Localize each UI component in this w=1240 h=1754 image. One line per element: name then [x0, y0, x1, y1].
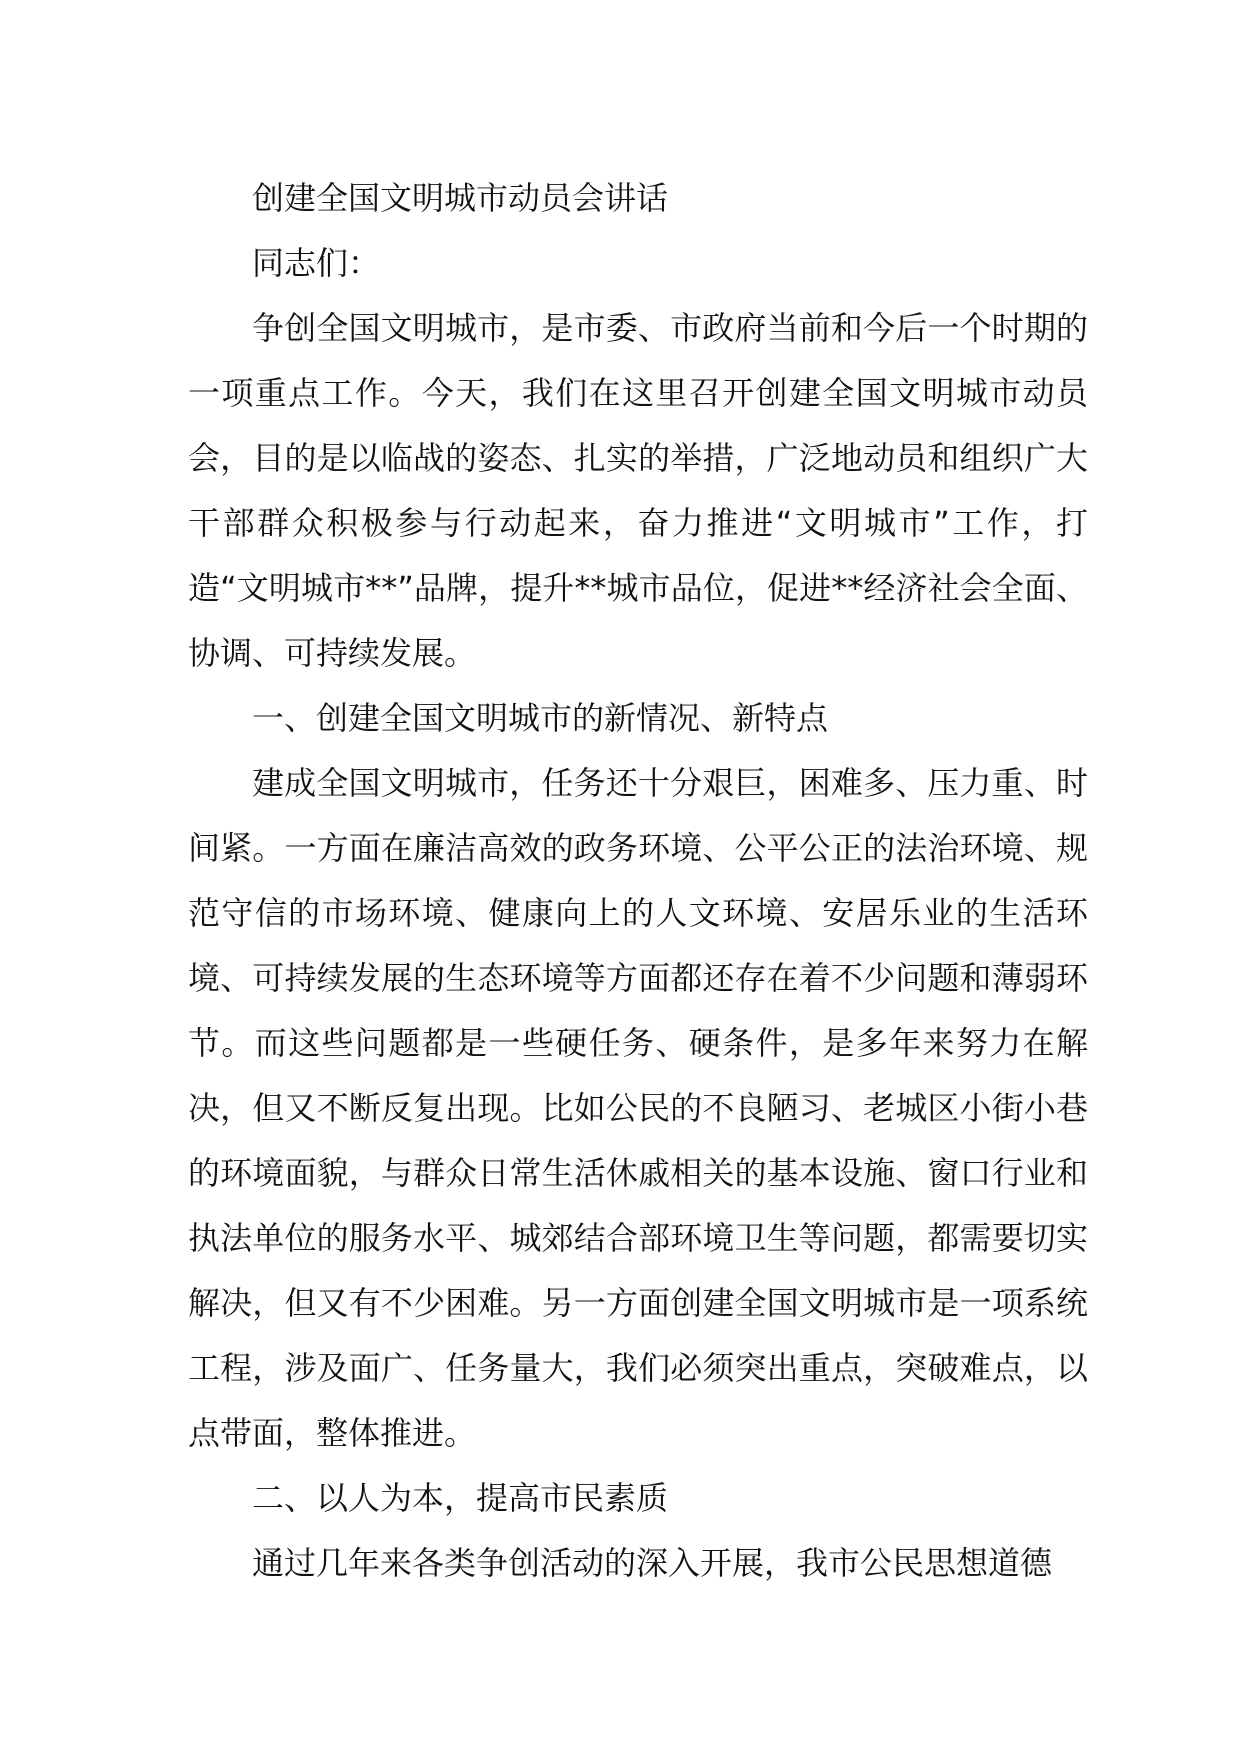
- paragraph-intro: 争创全国文明城市，是市委、市政府当前和今后一个时期的一项重点工作。今天，我们在这里召开创建全国文明城市动员会，目的是以临战的姿态、扎实的举措，广泛地动员和组织广大干部群众积极参与行动起来，奋力推进“文明城市”工作，打造“文明城市**”品牌，提升**城市品位，促进**经济社会全面、协调、可持续发展。: [188, 309, 1088, 672]
- salutation: 同志们：: [252, 244, 381, 282]
- document-title: 创建全国文明城市动员会讲话: [252, 179, 669, 217]
- paragraph-section-2: 通过几年来各类争创活动的深入开展，我市公民思想道德: [252, 1544, 1053, 1582]
- section-heading-1: 一、创建全国文明城市的新情况、新特点: [252, 699, 829, 737]
- document-body: [188, 166, 1088, 1596]
- section-heading-2: 二、以人为本，提高市民素质: [252, 1479, 669, 1517]
- paragraph-section-1: 建成全国文明城市，任务还十分艰巨，困难多、压力重、时间紧。一方面在廉洁高效的政务环境、公平公正的法治环境、规范守信的市场环境、健康向上的人文环境、安居乐业的生活环境、可持续发展的生态环境等方面都还存在着不少问题和薄弱环节。而这些问题都是一些硬任务、硬条件，是多年来努力在解决，但又不断反复出现。比如公民的不良陋习、老城区小街小巷的环境面貌，与群众日常生活休戚相关的基本设施、窗口行业和执法单位的服务水平、城郊结合部环境卫生等问题，都需要切实解决，但又有不少困难。另一方面创建全国文明城市是一项系统工程，涉及面广、任务量大，我们必须突出重点，突破难点，以点带面，整体推进。: [188, 764, 1088, 1452]
